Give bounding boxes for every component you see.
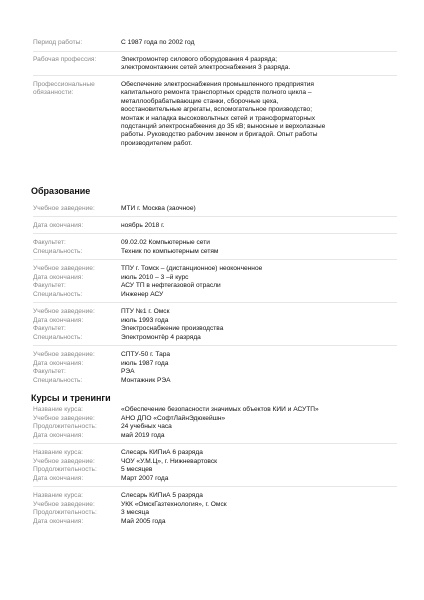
divider xyxy=(33,259,397,260)
edu2-spec-row xyxy=(33,291,403,299)
value-line: капитального ремонта транспортных средств полного цикла – xyxy=(121,89,312,97)
course1-institution-row xyxy=(33,415,403,423)
field-value: ноябрь 2018 г. xyxy=(121,222,165,229)
field-label: Факультет: xyxy=(33,325,66,332)
field-label: Дата окончания: xyxy=(33,273,84,281)
field-value: июль 2010 – 3 –й курс xyxy=(121,273,189,281)
course2-end-row xyxy=(33,475,403,483)
education-heading: Образование xyxy=(31,186,91,196)
field-value: Слесарь КИПиА 5 разряда xyxy=(121,492,203,499)
field-value: ПТУ №1 г. Омск xyxy=(121,308,170,315)
edu1-institution-row xyxy=(33,205,403,213)
field-value: Электроснабжение производства xyxy=(121,325,224,332)
field-value: С 1987 года по 2002 год xyxy=(121,39,195,46)
field-label: Учебное заведение: xyxy=(33,308,95,315)
field-value: 5 месяцев xyxy=(121,466,153,473)
field-label: Учебное заведение: xyxy=(33,205,95,212)
field-value: 09.02.02 Компьютерные сети xyxy=(121,239,210,246)
edu4-spec-row xyxy=(33,377,403,385)
field-value: Инженер АСУ xyxy=(121,290,164,298)
value-line: электромонтажник сетей электроснабжения 3 разряда. xyxy=(121,64,291,72)
field-label xyxy=(33,81,121,148)
field-label: Факультет: xyxy=(33,368,66,375)
course1-duration-row xyxy=(33,423,403,431)
course3-institution-row xyxy=(33,501,403,509)
field-value: УКК «ОмскГазтехнология», г. Омск xyxy=(121,500,227,508)
field-value: Монтажник РЭА xyxy=(121,376,171,384)
field-label: Учебное заведение: xyxy=(33,457,95,465)
field-value: ЧОУ «У.М.Ц», г. Нижневартовск xyxy=(121,457,218,465)
field-label: Учебное заведение: xyxy=(33,500,95,508)
field-value: ТПУ г. Томск – (дистанционное) неоконченное xyxy=(121,265,263,272)
work-position-row xyxy=(33,56,403,73)
divider xyxy=(33,216,397,217)
value-line: металлообрабатывающие станки, сборочные цеха, xyxy=(121,97,279,105)
value-line: монтаж и наладка высоковольтных сетей и трансформаторных xyxy=(121,114,316,122)
edu4-institution-row xyxy=(33,351,403,359)
courses-heading: Курсы и тренинги xyxy=(31,393,111,403)
field-value: июль 1993 года xyxy=(121,316,169,324)
edu1-spec-row xyxy=(33,248,403,256)
field-label: Специальность: xyxy=(33,333,83,341)
divider xyxy=(33,443,397,444)
field-value xyxy=(121,81,403,148)
divider xyxy=(33,75,397,76)
field-label: Дата окончания: xyxy=(33,431,84,439)
edu1-faculty-row xyxy=(33,239,403,247)
field-label: Дата окончания: xyxy=(33,316,84,324)
field-value: май 2019 года xyxy=(121,431,165,439)
field-label: Продолжительность: xyxy=(33,423,97,430)
field-label: Учебное заведение: xyxy=(33,414,95,422)
edu3-faculty-row xyxy=(33,325,403,333)
edu2-faculty-row xyxy=(33,282,403,290)
field-label: Период работы: xyxy=(33,39,83,46)
divider xyxy=(33,345,397,346)
field-label: Название курса: xyxy=(33,492,83,499)
label-line: Профессиональные xyxy=(33,81,95,88)
field-label: Учебное заведение: xyxy=(33,351,95,358)
work-duties-row xyxy=(33,81,403,148)
value-line: Обеспечение электроснабжения промышленного предприятия xyxy=(121,81,314,88)
divider xyxy=(33,302,397,303)
field-value: Слесарь КИПиА 6 разряда xyxy=(121,449,203,456)
field-label: Рабочая профессия: xyxy=(33,56,97,63)
field-label: Дата окончания: xyxy=(33,222,84,229)
field-value: Электромонтёр 4 разряда xyxy=(121,333,201,341)
edu4-faculty-row xyxy=(33,368,403,376)
field-label: Факультет: xyxy=(33,282,66,289)
field-value: МТИ г. Москва (заочное) xyxy=(121,205,196,212)
field-value: «Обеспечение безопасности значимых объектов КИИ и АСУТП» xyxy=(121,406,319,413)
edu3-institution-row xyxy=(33,308,403,316)
field-value: 3 месяца xyxy=(121,509,150,516)
course3-name-row xyxy=(33,492,403,500)
course3-end-row xyxy=(33,518,403,526)
field-value: Март 2007 года xyxy=(121,474,169,482)
field-value xyxy=(121,56,403,73)
course3-duration-row xyxy=(33,509,403,517)
field-label: Дата окончания: xyxy=(33,517,84,525)
field-label: Специальность: xyxy=(33,290,83,298)
edu2-institution-row xyxy=(33,265,403,273)
field-label: Специальность: xyxy=(33,376,83,384)
field-label: Факультет: xyxy=(33,239,66,246)
field-label: Учебное заведение: xyxy=(33,265,95,272)
field-value: Техник по компьютерным сетям xyxy=(121,248,219,255)
field-value: 24 учебных часа xyxy=(121,423,172,430)
field-value: Май 2005 года xyxy=(121,517,166,525)
course2-institution-row xyxy=(33,458,403,466)
field-label: Дата окончания: xyxy=(33,474,84,482)
course2-name-row xyxy=(33,449,403,457)
field-label: Название курса: xyxy=(33,406,83,413)
field-label: Продолжительность: xyxy=(33,466,97,473)
value-line: производителем работ. xyxy=(121,139,193,147)
edu4-end-row xyxy=(33,360,403,368)
edu2-end-row xyxy=(33,274,403,282)
field-label: Продолжительность: xyxy=(33,509,97,516)
field-value: СПТУ-50 г. Тара xyxy=(121,351,171,358)
course1-end-row xyxy=(33,432,403,440)
field-value: июль 1987 года xyxy=(121,359,169,367)
divider xyxy=(33,233,397,234)
work-period-row xyxy=(33,39,403,47)
edu3-spec-row xyxy=(33,334,403,342)
field-value: РЭА xyxy=(121,368,135,375)
divider xyxy=(33,486,397,487)
value-line: Электромонтер силового оборудования 4 разряда; xyxy=(121,56,278,63)
value-line: подстанций электроснабжения до 35 кВ; выносные и верхолазные xyxy=(121,123,326,131)
value-line: восстановительные агрегаты, вспомогательное производство; xyxy=(121,106,313,114)
field-label: Дата окончания: xyxy=(33,359,84,367)
edu1-end-row xyxy=(33,222,403,230)
course1-name-row xyxy=(33,406,403,414)
label-line: обязанности: xyxy=(33,89,74,97)
field-value: АНО ДПО «СофтЛайнЭдюкейшн» xyxy=(121,414,226,422)
field-label: Специальность: xyxy=(33,248,83,255)
value-line: работы. Руководство рабочим звеном и бригадой. Опыт работы xyxy=(121,131,318,139)
edu3-end-row xyxy=(33,317,403,325)
field-value: АСУ ТП в нефтегазовой отрасли xyxy=(121,282,221,289)
course2-duration-row xyxy=(33,466,403,474)
divider xyxy=(33,51,397,52)
field-label: Название курса: xyxy=(33,449,83,456)
